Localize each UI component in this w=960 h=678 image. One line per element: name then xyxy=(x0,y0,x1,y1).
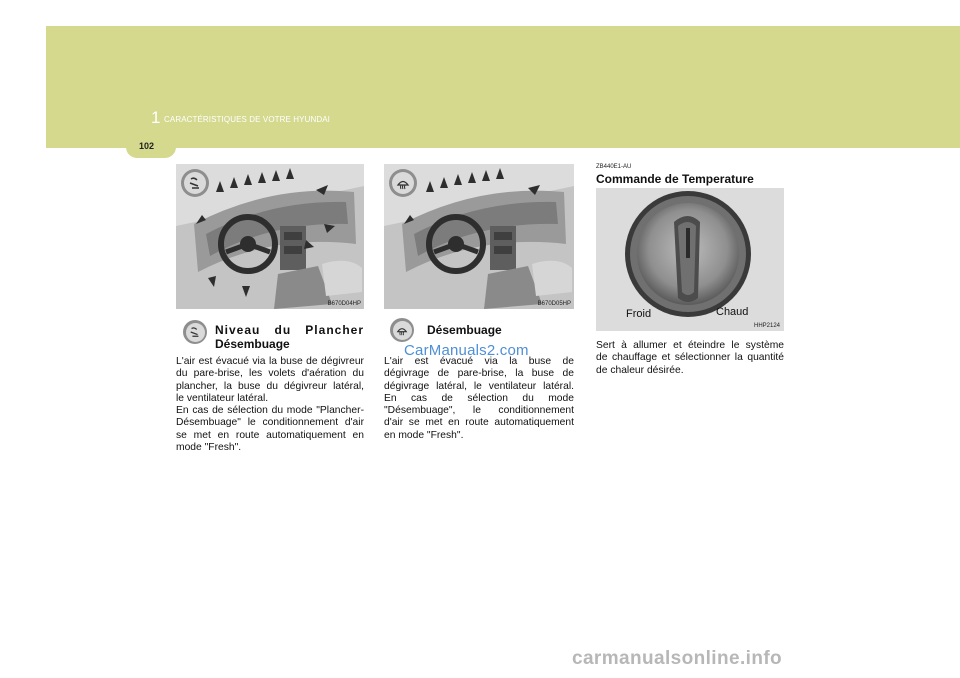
defrost-line-1: L'air est évacué via la buse de xyxy=(384,356,574,367)
seat-airflow-glyph xyxy=(188,176,202,190)
floor-defrost-heading-line-1: Niveau du Plancher xyxy=(215,323,364,337)
defrost-line-6: d'air se met en route automatiquement xyxy=(384,417,574,429)
floor-defrost-line-6: Désembuage" le conditionnement d'air xyxy=(176,417,364,429)
temperature-control-title: Commande de Temperature xyxy=(596,172,754,186)
floor-defrost-heading-line-2: Désembuage xyxy=(215,337,290,351)
seat-airflow-glyph xyxy=(189,326,201,338)
floor-defrost-line-2: du pare-brise, les volets d'aération du xyxy=(176,368,364,380)
windshield-defrost-glyph xyxy=(396,324,408,336)
temperature-line-3: de chaleur désirée. xyxy=(596,364,684,376)
temperature-knob-figure xyxy=(596,188,784,331)
temperature-control-description xyxy=(596,340,784,377)
temperature-line-1: Sert à allumer et éteindre le système xyxy=(596,340,784,351)
defrost-description xyxy=(384,356,574,442)
floor-defrost-mode-icon xyxy=(181,169,209,197)
chapter-title: CARACTÉRISTIQUES DE VOTRE HYUNDAI xyxy=(164,115,330,124)
floor-defrost-description xyxy=(176,356,364,454)
defrost-line-4: En cas de sélection du mode xyxy=(384,392,574,404)
floor-defrost-line-8: mode "Fresh". xyxy=(176,442,242,454)
knob-label-hot: Chaud xyxy=(716,306,749,318)
windshield-defrost-glyph xyxy=(396,176,410,190)
floor-defrost-line-5: En cas de sélection du mode "Plancher- xyxy=(176,405,364,417)
knob-label-cold: Froid xyxy=(626,308,652,320)
temperature-knob-icon xyxy=(596,188,784,331)
section-code: ZB440E1-AU xyxy=(596,164,632,170)
defrost-line-3: dégivrage latéral, le ventilateur latéral. xyxy=(384,380,574,392)
floor-defrost-line-4: le ventilateur latéral. xyxy=(176,392,269,404)
dashboard-floor-defrost-figure xyxy=(176,164,364,309)
defrost-mode-icon xyxy=(389,169,417,197)
floor-defrost-line-3: plancher, la buse du dégivreur latéral, xyxy=(176,380,364,392)
watermark-carmanualsonline: carmanualsonline.info xyxy=(572,648,783,669)
floor-defrost-mode-icon-small xyxy=(183,320,207,344)
defrost-mode-icon-small xyxy=(390,318,414,342)
header-band xyxy=(46,26,960,148)
defrost-line-2: dégivrage de pare-brise, la buse de xyxy=(384,368,574,380)
page-number: 102 xyxy=(139,141,155,151)
watermark-carmanuals2: CarManuals2.com xyxy=(404,342,529,359)
temperature-line-2: de chauffage et sélectionner la quantité xyxy=(596,352,784,364)
chapter-number: 1 xyxy=(151,108,161,127)
defrost-heading: Désembuage xyxy=(427,323,502,337)
floor-defrost-line-1: L'air est évacué via la buse de dégivreur xyxy=(176,356,364,367)
figure-code-b670d05hp: B670D05HP xyxy=(537,301,571,307)
defrost-line-5: "Désembuage", le conditionnement xyxy=(384,405,574,417)
floor-defrost-heading xyxy=(215,323,364,351)
figure-code-b670d04hp: B670D04HP xyxy=(327,301,361,307)
dashboard-defrost-figure xyxy=(384,164,574,309)
defrost-line-7: en mode "Fresh". xyxy=(384,429,464,441)
figure-code-hhp2124: HHP2124 xyxy=(753,323,780,329)
floor-defrost-line-7: se met en route automatiquement en xyxy=(176,429,364,441)
